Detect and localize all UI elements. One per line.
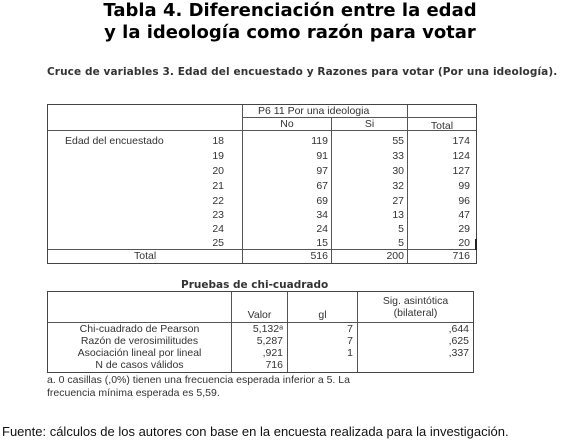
chi-sig-cell: ,625 <box>448 335 469 347</box>
crosstab-group-header: P6 11 Por una ideologia <box>258 105 370 117</box>
chi-header-sig-line2: (bilateral) <box>393 307 438 319</box>
no-cell: 119 <box>311 135 328 147</box>
chi-footnote-line-1: a. 0 casillas (,0%) tienen una frecuencia esperada inferior a 5. La <box>47 374 350 386</box>
chi-valor-cell: 5,132ᵃ <box>252 323 283 335</box>
chi-header-gl: gl <box>318 309 327 321</box>
age-cell: 18 <box>212 135 224 147</box>
no-cell: 67 <box>316 180 328 192</box>
chi-valor-cell: ,921 <box>262 347 283 359</box>
chi-footnote-line-2: frecuencia mínima esperada es 5,59. <box>47 387 220 399</box>
crosstab-total-si: 200 <box>386 250 404 262</box>
age-cell: 22 <box>212 195 224 207</box>
age-cell: 21 <box>212 180 224 192</box>
table-title-line-2: y la ideología como razón para votar <box>104 22 476 43</box>
chi-header-valor: Valor <box>247 309 272 321</box>
crosstab-total-total: 716 <box>452 250 470 262</box>
chi-row-label: N de casos válidos <box>95 359 184 371</box>
no-cell: 91 <box>316 150 328 162</box>
crosstab-row-label: Edad del encuestado <box>65 135 164 147</box>
chi-header-sig-line1: Sig. asintótica <box>382 295 449 307</box>
age-cell: 20 <box>212 165 224 177</box>
si-cell: 33 <box>392 150 404 162</box>
crosstab-col-si: Si <box>364 118 375 130</box>
crosstab-total-label: Total <box>134 250 157 262</box>
si-cell: 5 <box>398 237 404 249</box>
si-cell: 32 <box>392 180 404 192</box>
chi-gl-cell: 7 <box>347 335 353 347</box>
chi-row-label: Razón de verosimilitudes <box>80 335 199 347</box>
chi-sig-cell: ,337 <box>448 347 469 359</box>
no-cell: 24 <box>316 223 328 235</box>
chi-square-table <box>47 291 474 373</box>
si-cell: 13 <box>392 209 404 221</box>
crosstab-subtitle: Cruce de variables 3. Edad del encuestado y Razones para votar (Por una ideología). <box>47 66 558 78</box>
si-cell: 30 <box>392 165 404 177</box>
si-cell: 5 <box>398 223 404 235</box>
chi-row-label: Chi-cuadrado de Pearson <box>79 323 200 335</box>
total-cell: 124 <box>452 150 470 162</box>
total-cell: 99 <box>458 180 470 192</box>
no-cell: 69 <box>316 195 328 207</box>
crosstab-col-no: No <box>280 118 294 130</box>
table-title-line-1: Tabla 4. Diferenciación entre la edad <box>103 0 477 21</box>
age-cell: 25 <box>212 237 224 249</box>
chi-valor-cell: 716 <box>265 359 283 371</box>
total-cell: 20 <box>458 237 470 249</box>
no-cell: 34 <box>316 209 328 221</box>
no-cell: 15 <box>316 237 328 249</box>
crosstab-total-no: 516 <box>310 250 328 262</box>
table-edge-mark <box>475 239 477 250</box>
total-cell: 29 <box>458 223 470 235</box>
chi-gl-cell: 1 <box>347 347 353 359</box>
no-cell: 97 <box>316 165 328 177</box>
si-cell: 55 <box>392 135 404 147</box>
total-cell: 174 <box>452 135 470 147</box>
age-cell: 24 <box>212 223 224 235</box>
crosstab-table <box>47 104 477 264</box>
chi-gl-cell: 7 <box>347 323 353 335</box>
source-note: Fuente: cálculos de los autores con base en la encuesta realizada para la investigación. <box>2 424 509 439</box>
total-cell: 47 <box>458 209 470 221</box>
chi-square-title: Pruebas de chi-cuadrado <box>181 279 329 291</box>
total-cell: 96 <box>458 195 470 207</box>
si-cell: 27 <box>392 195 404 207</box>
age-cell: 23 <box>212 209 224 221</box>
chi-valor-cell: 5,287 <box>256 335 283 347</box>
chi-sig-cell: ,644 <box>448 323 469 335</box>
crosstab-col-total: Total <box>430 120 454 132</box>
chi-row-label: Asociación lineal por lineal <box>77 347 202 359</box>
total-cell: 127 <box>452 165 470 177</box>
age-cell: 19 <box>212 150 224 162</box>
